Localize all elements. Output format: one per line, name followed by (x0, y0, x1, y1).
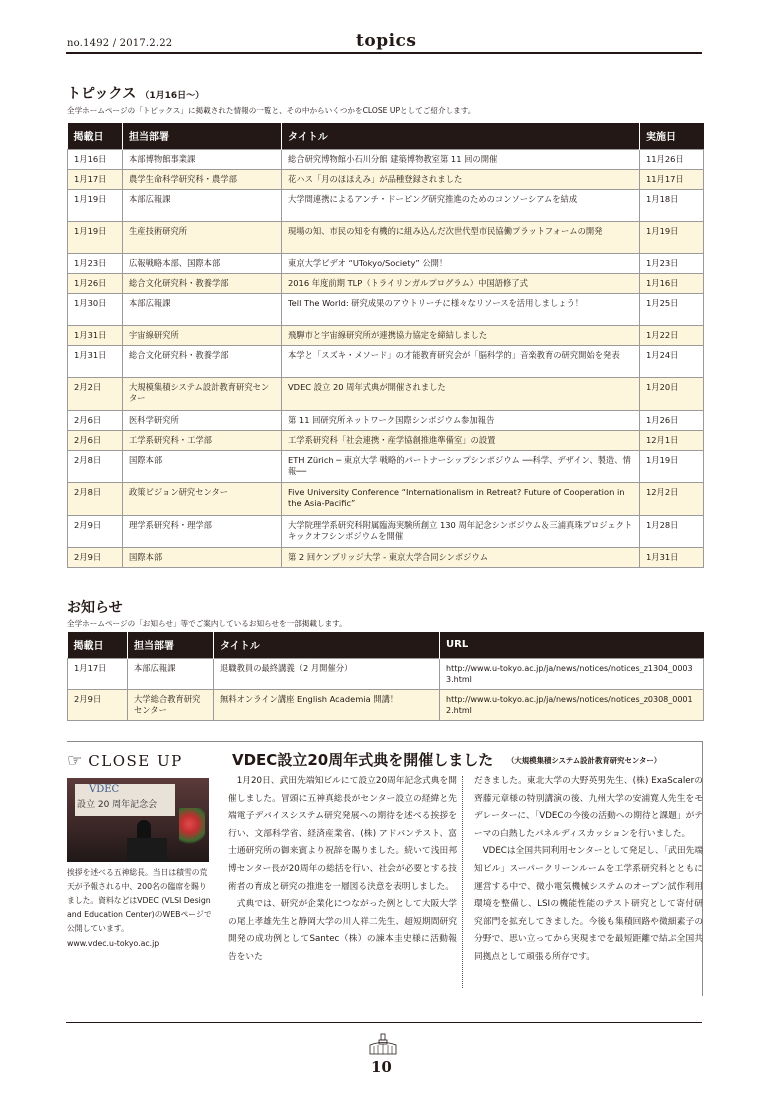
table-row (68, 273, 704, 293)
cell-dept: 本部広報課 (123, 293, 282, 325)
cell-date: 1月19日 (68, 189, 123, 221)
cell-title[interactable]: ETH Zürich ─ 東京大学 戦略的パートナーシップシンポジウム ──科学、デザイン、製造、情報── (282, 450, 640, 482)
col-header-title: タイトル (282, 123, 640, 149)
cell-title[interactable]: 工学系研究科「社会連携・産学協創推進準備室」の設置 (282, 430, 640, 450)
col-header-dept: 担当部署 (128, 632, 214, 658)
topics-heading (67, 83, 204, 103)
cell-dept: 大学総合教育研究センター (128, 689, 214, 720)
cell-dept: 本部博物館事業課 (123, 149, 282, 169)
article-title: VDEC設立20周年式典を開催しました (232, 751, 494, 769)
table-row (68, 149, 704, 169)
cell-title[interactable]: 花ハス「月のほほえみ」が品種登録されました (282, 169, 640, 189)
cell-event-date: 12月2日 (640, 482, 704, 515)
table-row (68, 430, 704, 450)
notices-header-row (68, 632, 704, 658)
cell-title[interactable]: 第 11 回研究所ネットワーク国際シンポジウム参加報告 (282, 410, 640, 430)
table-row (68, 169, 704, 189)
column-divider (462, 776, 463, 988)
cell-dept: 大規模集積システム設計教育研究センター (123, 377, 282, 410)
article-paragraph: だきました。東北大学の大野英男先生、(株) ExaScalerの齊藤元章様の特別講演の後、九州大学の安浦寛人先生をモデレーターに、「VDECの今後の活動への期待と課題」がテーマの白熱したパネルディスカッションを行いました。 (474, 776, 703, 839)
cell-title[interactable]: VDEC 設立 20 周年式典が開催されました (282, 377, 640, 410)
table-row (68, 189, 704, 221)
photo-caption-text: 挨拶を述べる五神総長。当日は積雪の荒天が予報される中、200名の臨席を賜りました。資料などはVDEC (VLSI Design and Education Center)のWEBページで公開しています。 (67, 868, 212, 933)
close-up-label (67, 751, 183, 771)
cell-title[interactable]: 退職教員の最終講義（2 月開催分） (214, 658, 440, 689)
flower-arrangement (179, 808, 205, 848)
cell-date: 1月31日 (68, 345, 123, 377)
cell-event-date: 1月23日 (640, 253, 704, 273)
table-row (68, 345, 704, 377)
col-header-date: 掲載日 (68, 123, 123, 149)
topics-header-row (68, 123, 704, 149)
cell-date: 1月30日 (68, 293, 123, 325)
header-rule (66, 52, 702, 54)
page-number: 10 (371, 1058, 392, 1076)
cell-dept: 農学生命科学研究科・農学部 (123, 169, 282, 189)
cell-title[interactable]: 総合研究博物館小石川分館 建築博物教室第 11 回の開催 (282, 149, 640, 169)
footer-rule (66, 1022, 702, 1023)
table-row (68, 689, 704, 720)
col-header-date: 掲載日 (68, 632, 128, 658)
yasuda-auditorium-icon (368, 1032, 398, 1056)
cell-event-date: 1月25日 (640, 293, 704, 325)
cell-date: 2月8日 (68, 482, 123, 515)
cell-event-date: 1月22日 (640, 325, 704, 345)
topics-table (67, 123, 704, 568)
cell-date: 2月9日 (68, 515, 123, 547)
cell-dept: 宇宙線研究所 (123, 325, 282, 345)
cell-dept: 本部広報課 (123, 189, 282, 221)
cell-title[interactable]: 大学院理学系研究科附属臨海実験所創立 130 周年記念シンポジウム＆三浦真珠プロジェクトキックオフシンポジウムを開催 (282, 515, 640, 547)
cell-event-date: 11月26日 (640, 149, 704, 169)
table-row (68, 410, 704, 430)
podium (127, 838, 167, 862)
cell-date: 2月6日 (68, 410, 123, 430)
cell-dept: 本部広報課 (128, 658, 214, 689)
cell-date: 2月9日 (68, 689, 128, 720)
cell-title[interactable]: 無料オンライン講座 English Academia 開講！ (214, 689, 440, 720)
ceremony-photo (67, 778, 209, 862)
table-row (68, 515, 704, 547)
cell-date: 1月17日 (68, 658, 128, 689)
article-org: （大規模集積システム設計教育研究センター） (507, 756, 662, 765)
cell-event-date: 1月16日 (640, 273, 704, 293)
cell-dept: 総合文化研究科・教養学部 (123, 345, 282, 377)
photo-banner-text: 設立 20 周年記念会 (77, 800, 158, 810)
cell-title[interactable]: Five University Conference “Internationalism in Retreat? Future of Cooperation in the Asia-Pacific” (282, 482, 640, 515)
cell-title[interactable]: 2016 年度前期 TLP（トライリンガルプログラム）中国語修了式 (282, 273, 640, 293)
cell-date: 2月6日 (68, 430, 123, 450)
cell-url-link[interactable]: http://www.u-tokyo.ac.jp/ja/news/notices/notices_z0308_00012.html (440, 689, 704, 720)
cell-date: 1月16日 (68, 149, 123, 169)
topics-heading-text: トピックス (67, 86, 137, 102)
caption-url-link[interactable]: www.vdec.u-tokyo.ac.jp (67, 939, 160, 948)
table-row (68, 253, 704, 273)
photo-caption (67, 866, 213, 951)
article-paragraph: 1月20日、武田先端知ビルにて設立20周年記念式典を開催しました。冒頭に五神真総長がセンター設立の経緯と先端電子デバイスシステム研究発展への期待を述べる挨拶を行い、文部科学省、経済産業省、(株) アドバンテスト、富士通研究所の御来賓より祝辞を賜りました。続いて浅田邦博センター長が20周年の総括を行い、社会が必要とする技術者の育成と研究の推進を一層図る決意を表明しました。 (228, 776, 457, 892)
cell-event-date: 1月26日 (640, 410, 704, 430)
cell-title[interactable]: 飛騨市と宇宙線研究所が連携協力協定を締結しました (282, 325, 640, 345)
table-row (68, 377, 704, 410)
cell-date: 2月2日 (68, 377, 123, 410)
pointing-hand-icon: ☞ (67, 751, 83, 771)
page-section-title: topics (356, 31, 417, 51)
cell-dept: 総合文化研究科・教養学部 (123, 273, 282, 293)
cell-date: 1月26日 (68, 273, 123, 293)
cell-date: 2月8日 (68, 450, 123, 482)
cell-event-date: 12月1日 (640, 430, 704, 450)
col-header-dept: 担当部署 (123, 123, 282, 149)
cell-title[interactable]: Tell The World: 研究成果のアウトリーチに様々なリソースを活用しましょう！ (282, 293, 640, 325)
cell-event-date: 11月17日 (640, 169, 704, 189)
topics-subheading: （1月16日〜） (140, 91, 205, 101)
issue-info: no.1492 / 2017.2.22 (67, 38, 173, 49)
cell-title[interactable]: 大学間連携によるアンチ・ドーピング研究推進のためのコンソーシアムを結成 (282, 189, 640, 221)
cell-title[interactable]: 本学と「スズキ・メソード」の才能教育研究会が「脳科学的」音楽教育の研究開始を発表 (282, 345, 640, 377)
cell-event-date: 1月19日 (640, 221, 704, 253)
table-row (68, 221, 704, 253)
col-header-title: タイトル (214, 632, 440, 658)
cell-date: 1月23日 (68, 253, 123, 273)
cell-date: 1月31日 (68, 325, 123, 345)
notices-heading: お知らせ (67, 600, 123, 616)
cell-dept: 理学系研究科・理学部 (123, 515, 282, 547)
table-row (68, 325, 704, 345)
notices-description: 全学ホームページの「お知らせ」等でご案内しているお知らせを一部掲載します。 (67, 619, 347, 628)
article-column-1 (228, 773, 457, 967)
topics-description: 全学ホームページの「トピックス」に掲載された情報の一覧と、その中からいくつかをCLOSE UPとしてご紹介します。 (67, 106, 476, 115)
cell-event-date: 1月20日 (640, 377, 704, 410)
table-row (68, 450, 704, 482)
notices-table (67, 632, 704, 721)
photo-banner-logo: VDEC (89, 784, 120, 795)
cell-dept: 工学系研究科・工学部 (123, 430, 282, 450)
col-header-url: URL (440, 632, 704, 658)
cell-title[interactable]: 第 2 回ケンブリッジ大学 - 東京大学合同シンポジウム (282, 547, 640, 567)
cell-event-date: 1月28日 (640, 515, 704, 547)
cell-event-date: 1月31日 (640, 547, 704, 567)
cell-dept: 国際本部 (123, 547, 282, 567)
cell-title[interactable]: 現場の知、市民の知を有機的に組み込んだ次世代型市民協働プラットフォームの開発 (282, 221, 640, 253)
cell-event-date: 1月19日 (640, 450, 704, 482)
cell-dept: 広報戦略本部、国際本部 (123, 253, 282, 273)
cell-date: 2月9日 (68, 547, 123, 567)
cell-event-date: 1月18日 (640, 189, 704, 221)
table-row (68, 293, 704, 325)
close-up-label-text: CLOSE UP (88, 752, 183, 770)
cell-dept: 生産技術研究所 (123, 221, 282, 253)
cell-date: 1月17日 (68, 169, 123, 189)
cell-dept: 医科学研究所 (123, 410, 282, 430)
cell-date: 1月19日 (68, 221, 123, 253)
cell-title[interactable]: 東京大学ビデオ “UTokyo/Society” 公開！ (282, 253, 640, 273)
article-paragraph: 式典では、研究が企業化につながった例として大阪大学の尾上孝雄先生と静岡大学の川人祥二先生、超短期間研究開発の成功例としてSantec（株）の諫本圭史様に活動報告をいた (228, 899, 457, 962)
article-paragraph: VDECは全国共同利用センターとして発足し、「武田先端知ビル」スーパークリーンルームを工学系研究科とともに運営する中で、微小電気機械システムのオープン試作利用環境を整備し、LSIの機能性能のテスト研究として寄付研究部門を拡充してきました。今後も集積回路や微細素子の分野で、思い立ってから実現までを最短距離で結ぶ全国共同拠点として頑張る所存です。 (474, 846, 703, 962)
cell-event-date: 1月24日 (640, 345, 704, 377)
cell-dept: 政策ビジョン研究センター (123, 482, 282, 515)
article-column-2 (474, 773, 703, 967)
cell-dept: 国際本部 (123, 450, 282, 482)
table-row (68, 547, 704, 567)
table-row (68, 658, 704, 689)
col-header-event-date: 実施日 (640, 123, 704, 149)
cell-url-link[interactable]: http://www.u-tokyo.ac.jp/ja/news/notices/notices_z1304_00033.html (440, 658, 704, 689)
table-row (68, 482, 704, 515)
